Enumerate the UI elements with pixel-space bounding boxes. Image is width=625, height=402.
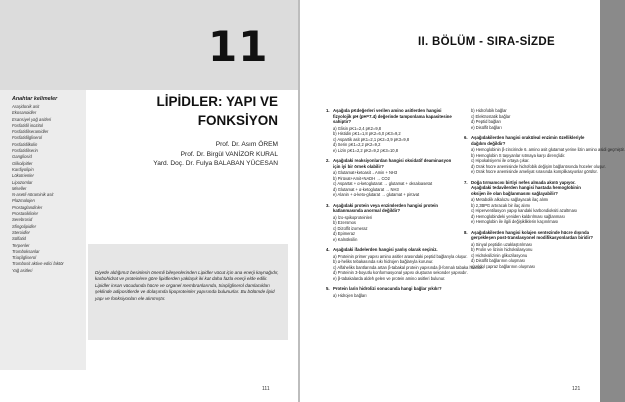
question-text [464,135,594,146]
keyword-item: Miseller [12,185,27,191]
question-body: Aşağıdakilerden hangisi oraküleal enzimin özellikleriyle dağılım değildir? [471,135,585,146]
answer-option: d) Serin pK1=2,2 pK2=9,2 [333,142,381,147]
answer-option: a) Glisin pK1=2,4 pK2=9,8 [333,125,382,131]
answer-option: c) Alfaheliks bantlarında artan β-tabakal protein yapısında β-formalı tabaka halinde. [333,264,484,270]
chapter-title-line2: FONKSİYON [197,113,278,128]
answer-option: c) Dizülfit izomeraz [333,225,368,231]
question-spacer [326,298,456,303]
keyword-item: Trombosit aktive edici faktör [12,261,64,267]
question-text [326,286,456,292]
answer-option: a) Hemoglobinin β-zincirinde 6. amino asit glutamat yerine lizin amino asidi geçmiştir. [471,147,625,152]
keyword-item: Fosfatidilkolin [12,141,38,147]
keyword-item: Lökotrienler [12,173,34,179]
part-title: II. BÖLÜM - SIRA-SİZDE [418,36,555,48]
answer-option: c) Hiperventilasyon yapıp kandaki karbondioksiti azaltması [471,208,578,213]
keyword-item: Yağ asitleri [12,267,33,273]
answer-option: b) Hidrofobik bağlar [471,108,507,113]
author-2: Prof. Dr. Birgül VANİZOR KURAL [180,150,278,158]
author-1: Prof. Dr. Asım ÖREM [215,141,278,148]
question-body: Aşağıda pKdeğerleri verilen amino asitlerden hangisi fizyolojik pH (pH=7.4) değerinde tamponlama kapasitesine sahiptir? [333,108,452,124]
left-page-number: 111 [262,386,270,392]
keyword-item: Sülfatid [12,236,26,242]
answer-option: c) Aspartik asit pK1=2,1 pK2=3,9 pK3=9,8 [333,136,410,142]
answer-option: e) Orak hücre anemisinde ameliyat sırasında komplikasyonlar görülür. [471,169,598,174]
answer-option: c) Hipokalsiyemi ile ortaya çıkar. [471,158,530,163]
question-body: Aşağıdaki reaksiyonlardan hangisi oksidatif deaminasyon için iyi bir örnek olabilir? [333,158,452,169]
keyword-item: Plazmalojen [12,198,35,204]
answer-option: b) 2,3BPG artıracak bir ilaç alımı [471,202,531,208]
intro-text: Diyetle aldığımız besinlerin önemli bileşenlerinden Lipidler vücut için ana enerji kaynağıdır, karbohidrat ve proteinlere göre lipidlerden yaklaşık iki kat daha fazla enerji elde edilir. Lipidler insan vücudunda hücre ve organel membranlarında, triaçilgliserol damlacıkları şeklinde adipositlerde ve dolaşımda lipoproteinler yapısında bulunurlar. Bu bölümde lipid yapı ve fonksiyonları ele alınmıştır. [95,270,279,301]
answer-option: a) İzo-spikoproteinleri [333,214,373,220]
keyword-item: Serebrosid [12,217,33,223]
answer-option: e) Aldol çapraz bağlarının oluşması [471,263,535,269]
question-number: 7. [464,179,468,185]
answer-option: b) Prolin ve lizinin hidroksilasyonu [471,247,533,252]
keyword-item: Terpenler [12,242,30,248]
keyword-item: Kardiyolipin [12,166,34,172]
answer-option: e) Hemoglobin ile ilgili değişikliklerin kaçınılması [471,219,559,224]
question-body: Aşağıdakilerden hangisi kolajen sentezinde hücre dışında gerçekleşen post-translasyonel modifikasyonlardan biridir? [471,229,594,240]
questions-column-1 [326,108,484,303]
question-text [464,180,594,197]
answer-option: d) Hemoglobindeki yeniden kaldırılması sağlanması [471,213,565,219]
question-spacer [464,269,594,274]
keyword-item: Fosfatidilseramidler [12,129,49,135]
answer-option: b) α-heliks tebakasında sıkı hidrojen bağlarıyla korunur. [333,259,434,264]
answer-option: c) Elektrostatik bağlar [471,113,511,119]
keyword-item: Steroidler [12,229,30,235]
keyword-item: Fosfatidil inozitol [12,122,43,128]
answer-option: b) Ezersmos [333,220,356,225]
keyword-item: Fosfatidilserin [12,148,38,154]
answer-option: d) Glutamat + α-ketoglutarat → NH3 [333,186,399,192]
answer-option: d) Peptid bağları [471,119,502,124]
keyword-item: Esansiyel yağ asitleri [12,116,52,122]
answer-option: e) Alanin + α-keto-glutarat → glutamat + pirüvat [333,192,420,197]
keywords-list [12,104,64,274]
question-body: Aşağıdaki protein veya enzimlerden hangisi protein katlanmasında anormal değildir? [333,202,439,213]
keyword-item: Ekosanoidler [12,110,37,116]
question-number: 1. [326,108,330,113]
author-3: Yard. Doç. Dr. Fulya BALABAN YÜCESAN [153,160,278,168]
question-number: 6. [464,135,468,140]
answer-option: e) Kalnöksilin [333,236,358,242]
chapter-title-line1: LİPİDLER: YAPI VE [156,94,278,109]
keyword-item: Araşidonik asit [12,104,40,109]
answer-option: a) Sinyal peptidin uzaklaştırılması [471,241,532,247]
answer-option: d) Proteinin 3-boyutlu konformasyonal yapısı oluşturan sekonder yapısıdır. [333,270,468,275]
answer-option: a) Glutamat+ketoasit→Amin + NH3 [333,170,398,175]
question-body: Protein larin hidrolizi sonucunda hangi bağlar yıkılır? [333,286,442,291]
chapter-number: 11 [208,22,269,71]
keyword-item: Gangliosid [12,154,32,160]
keyword-item: N-asetil-nöraminik asit [12,192,54,198]
keyword-item: Prostasiklinler [12,211,39,217]
answer-option: d) Orak hücre anemisinde hidrofobik değişim bağlantısında hüceler oluşur. [471,163,606,169]
question-number: 5. [326,286,330,291]
question-number: 4. [326,247,330,252]
answer-option: b) Hemoglobin S taşıyanlar sıtmaya karşı dirençlidir. [471,152,566,158]
answer-option: d) Epimeraz [333,231,356,236]
answer-option: b) Pirüvat+Amit+NADH → CO2 [333,175,390,181]
question-body: Doğa tırmanıcısı birtiyi nefes almada akıntı yapıyor. Aşağıdaki tedavilerden hangisi hastada hemoglobinin oksijen ile olan bağlanmasını sağlayabilir? [471,179,581,196]
keyword-item: Sfingolipidler [12,223,36,229]
keyword-item: Triaçilgliserol [12,255,37,261]
question-number: 2. [326,158,330,163]
keyword-item: Glikolipitler [12,160,33,166]
answer-option: c) Aspartat + α-ketoglutarat → glutamat + oksaloasetat [333,181,433,186]
right-page-number: 121 [572,386,581,392]
question-number: 8. [464,229,468,235]
keyword-item: Fosfatidilgliserol [12,135,43,141]
question-text [326,158,456,169]
answer-option: e) β-tabakalarda aldeh gelen ve protein amino asitleri bulunur. [333,275,446,281]
question-text [464,230,594,241]
answer-option: a) Metabolik alkalozu sağlayacak ilaç alımı [471,197,549,202]
question-text [326,108,456,125]
answer-option: b) Histidin pK1=1,8 pK2=6,0 pK3=9,2 [333,131,401,136]
question-body: Aşağıdaki ifadelerden hangisi yanlış olarak seçiniz. [333,247,438,252]
keyword-item: Tromboksanlar [12,248,40,254]
questions-column-2 [464,108,625,274]
answer-option: a) Proteinin primer yapısı amino asitler arasındaki peptid bağlarıyla oluşur. [333,253,468,259]
authors-block [110,140,278,169]
question-text [326,203,456,214]
answer-option: d) Disülfit bağlarının oluşması [471,258,525,263]
question-text [326,247,456,253]
chapter-title [118,92,278,130]
answer-option: a) Hidrojen bağları [333,292,367,298]
answer-option: e) Disülfit bağları [471,124,502,130]
answer-option: c) Hidroksilizinin glikozilasyonu [471,252,528,258]
keyword-item: Prostaglandinler [12,204,43,210]
question-number: 3. [326,202,330,208]
keywords-title: Anahtar kelimeler [12,96,58,102]
answer-option: e) Lizin pK1=2,2 pK2=9,2 pK3=10,8 [333,147,398,153]
keyword-item: Lipozomlar [12,179,33,185]
